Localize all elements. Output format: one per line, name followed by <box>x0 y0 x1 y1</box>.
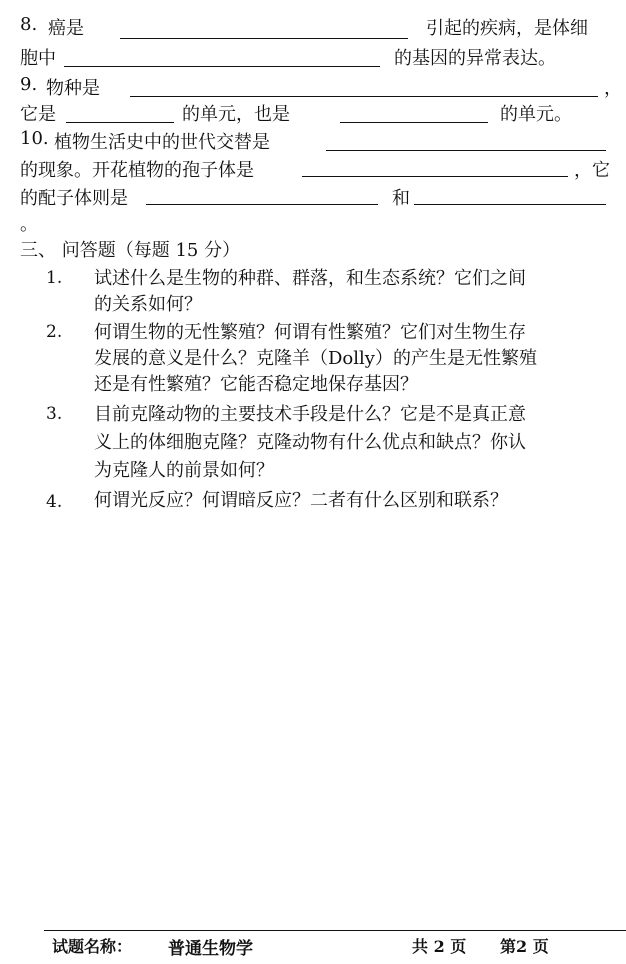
q10-number: 10. <box>20 128 49 149</box>
footer-divider <box>44 930 626 931</box>
q10-text-before: 植物生活史中的世代交替是 <box>54 132 270 153</box>
section-heading: 三、 问答题（每题 15 分） <box>20 240 241 261</box>
question-line: 目前克隆动物的主要技术手段是什么？它是不是真正意 <box>94 404 526 425</box>
question-line: 发展的意义是什么？克隆羊（Dolly）的产生是无性繁殖 <box>94 348 537 369</box>
q9-mid-text: 的单元，也是 <box>182 104 290 125</box>
question-line: 何谓生物的无性繁殖？何谓有性繁殖？它们对生物生存 <box>94 322 526 343</box>
footer-label: 试题名称： <box>52 937 133 956</box>
q10-line3-mid: 和 <box>392 188 410 209</box>
q8-blank-1[interactable] <box>120 38 408 39</box>
q9-text-before: 物种是 <box>46 78 100 99</box>
q10-blank-1[interactable] <box>326 150 606 151</box>
question-line: 的关系如何？ <box>94 294 202 315</box>
q8-number: 8. <box>20 14 38 35</box>
q9-blank-2[interactable] <box>66 122 174 123</box>
question-number: 1. <box>46 268 63 288</box>
q9-number: 9. <box>20 74 38 95</box>
q9-end-text: 的单元。 <box>500 104 572 125</box>
q10-line2-start: 的现象。开花植物的孢子体是 <box>20 160 254 181</box>
q9-blank-3[interactable] <box>340 122 488 123</box>
question-line: 试述什么是生物的种群、群落，和生态系统？它们之间 <box>94 268 526 289</box>
q10-line4: 。 <box>20 214 38 235</box>
q10-blank-2[interactable] <box>302 176 568 177</box>
q9-line2-start: 它是 <box>20 104 56 125</box>
footer-course-name: 普通生物学 <box>168 939 253 959</box>
question-number: 4. <box>46 492 63 512</box>
q10-line2-end: ，它 <box>574 160 610 181</box>
q9-blank-1[interactable] <box>130 96 598 97</box>
question-number: 3. <box>46 404 63 424</box>
q10-line3-start: 的配子体则是 <box>20 188 128 209</box>
q9-end-mark: ， <box>604 78 622 99</box>
question-number: 2. <box>46 322 63 342</box>
question-line: 还是有性繁殖？它能否稳定地保存基因？ <box>94 374 418 395</box>
q10-blank-4[interactable] <box>414 204 606 205</box>
question-line: 义上的体细胞克隆？克隆动物有什么优点和缺点？你认 <box>94 432 526 453</box>
question-line: 何谓光反应？何谓暗反应？二者有什么区别和联系？ <box>94 490 508 511</box>
q8-line2-start: 胞中 <box>20 48 56 69</box>
q8-line2-end: 的基因的异常表达。 <box>394 48 556 69</box>
q10-blank-3[interactable] <box>146 204 378 205</box>
q8-blank-2[interactable] <box>64 66 380 67</box>
footer-page-number: 第2 页 <box>500 937 549 956</box>
question-line: 为克隆人的前景如何？ <box>94 460 274 481</box>
q8-text-before: 癌是 <box>48 18 84 39</box>
footer-total-pages: 共 2 页 <box>412 937 467 956</box>
q8-text-after: 引起的疾病，是体细 <box>426 18 588 39</box>
